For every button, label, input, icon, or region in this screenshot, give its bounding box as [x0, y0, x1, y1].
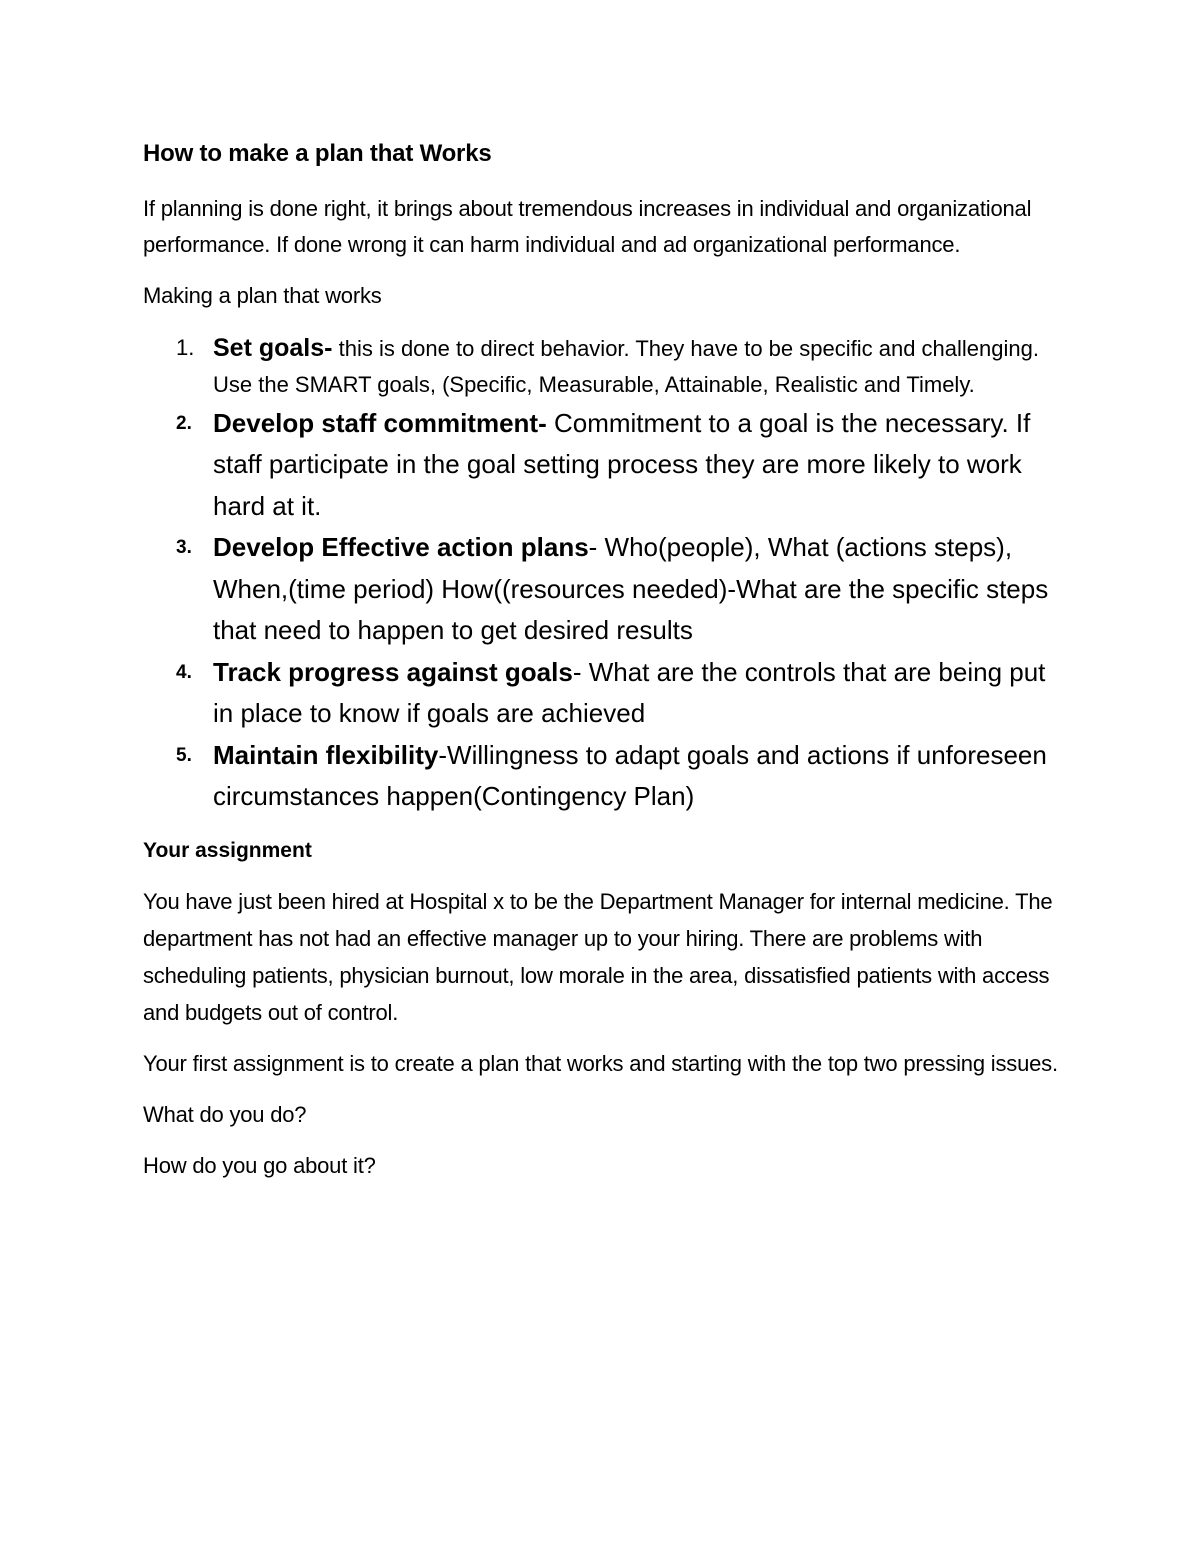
step-term: Develop Effective action plans — [213, 532, 589, 563]
step-term: Develop staff commitment- — [213, 407, 547, 438]
assignment-paragraph-1: You have just been hired at Hospital x to be the Department Manager for internal medicine. The department has not had an effective manager up to your hiring. There are problems with scheduling patients, physician burnout, low morale in the area, dissatisfied patients with access and budgets out of control. — [143, 888, 1053, 1025]
step-term: Track progress against goals — [213, 656, 573, 687]
assignment-question-1: What do you do? — [143, 1101, 307, 1127]
step-number: 2. — [176, 412, 192, 434]
step-number: 5. — [176, 744, 192, 766]
document-title: How to make a plan that Works — [143, 140, 492, 167]
step-term: Maintain flexibility — [213, 739, 439, 770]
intro-paragraph: If planning is done right, it brings about tremendous increases in individual and organizational performance. If done wrong it can harm individual and ad organizational performance. — [143, 195, 1032, 257]
step-number: 3. — [176, 537, 192, 559]
step-text: -Willingness to adapt goals and actions if unforeseen circumstances happen(Contingency Plan) — [213, 739, 1047, 812]
step-item-1 — [143, 330, 1063, 403]
assignment-heading: Your assignment — [143, 838, 312, 862]
step-item-5 — [143, 735, 1063, 818]
document-page — [143, 140, 1063, 1198]
assignment-question-2: How do you go about it? — [143, 1152, 376, 1178]
step-text: this is done to direct behavior. They have to be specific and challenging. Use the SMART goals, (Specific, Measurable, Attainable, Realistic and Timely. — [213, 335, 1039, 397]
step-term: Set goals- — [213, 333, 333, 362]
assignment-section — [143, 832, 1063, 1184]
step-item-4 — [143, 652, 1063, 735]
step-item-3 — [143, 527, 1063, 652]
step-number: 1. — [176, 334, 195, 360]
step-text: - Who(people), What (actions steps), When,(time period) How((resources needed)-What are the specific steps that need to happen to get desired results — [213, 532, 1049, 646]
step-item-2 — [143, 403, 1063, 528]
steps-list — [143, 330, 1063, 818]
step-number: 4. — [176, 661, 192, 683]
assignment-paragraph-2: Your first assignment is to create a plan that works and starting with the top two pressing issues. — [143, 1050, 1058, 1076]
step-text: Commitment to a goal is the necessary. If staff participate in the goal setting process they are more likely to work hard at it. — [213, 407, 1031, 521]
step-text: - What are the controls that are being put in place to know if goals are achieved — [213, 656, 1046, 729]
subheading-making-a-plan: Making a plan that works — [143, 282, 382, 308]
